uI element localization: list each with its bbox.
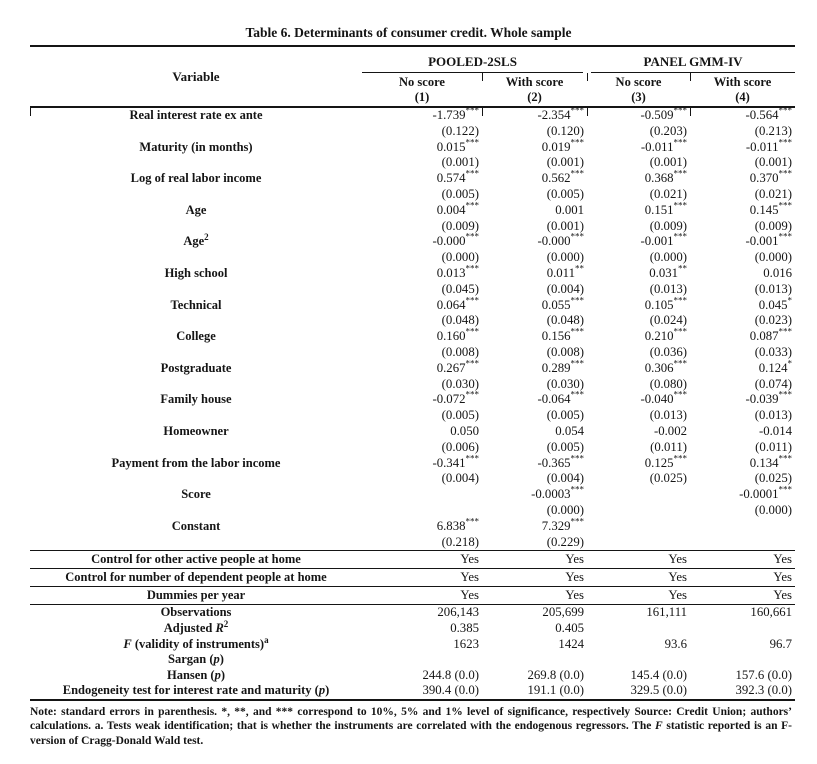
statistic-value: [690, 621, 795, 637]
coefficient-value: -0.039***: [745, 390, 793, 407]
coefficient-value: 0.013***: [436, 263, 479, 280]
coefficient-value: 0.045*: [758, 295, 793, 312]
coefficient-value: 0.306***: [644, 358, 688, 375]
statistic-value: 1424: [558, 636, 585, 651]
standard-error: (0.030): [441, 376, 479, 391]
standard-error: (0.009): [441, 218, 479, 233]
coefficient-value: -0.341***: [432, 453, 479, 470]
coefficient-row: [30, 456, 795, 472]
statistic-value: 205,699: [482, 605, 587, 621]
coefficient-row: [30, 266, 795, 282]
statistic-row-label: Observations: [30, 605, 362, 621]
statistic-row: [30, 652, 795, 668]
controls-body: [30, 551, 795, 605]
standard-error: (0.005): [546, 408, 585, 423]
coefficient-value: -0.011***: [640, 137, 688, 154]
standard-error: (0.024): [649, 313, 688, 328]
column-header-with-score-2: With score (2): [482, 73, 587, 107]
standard-error: (0.203): [649, 123, 688, 138]
standard-error: (0.001): [754, 155, 793, 170]
coefficient-value: 0.151***: [644, 200, 688, 217]
coefficient-value: -0.002: [653, 423, 688, 438]
coefficient-value: 0.574***: [436, 168, 479, 186]
coefficient-value: 0.267***: [436, 358, 479, 375]
control-value: Yes: [587, 587, 690, 605]
standard-error: [587, 535, 690, 551]
coefficient-value: -0.001***: [745, 232, 793, 249]
standard-error: (0.005): [441, 186, 479, 201]
standard-error: (0.000): [546, 250, 585, 265]
coefficient-row: [30, 519, 795, 535]
group-header-row: [30, 46, 795, 73]
control-value: Yes: [690, 569, 795, 587]
coefficient-value: 0.368***: [644, 168, 688, 186]
standard-error: (0.023): [754, 313, 793, 328]
control-value: Yes: [362, 569, 482, 587]
coefficient-value: 0.160***: [436, 326, 479, 344]
coefficient-row: [30, 171, 795, 187]
statistic-row: [30, 683, 795, 700]
statistic-row: [30, 605, 795, 621]
coefficient-value: -0.564***: [690, 107, 795, 124]
standard-error: (0.013): [754, 281, 793, 296]
standard-error: (0.048): [546, 313, 585, 328]
statistic-row-label: Adjusted $R^2$: [163, 618, 229, 635]
statistic-value: 0.385: [450, 620, 479, 635]
standard-error: (0.004): [546, 281, 585, 296]
standard-error: (0.000): [754, 502, 793, 517]
coefficient-value: -0.365***: [537, 453, 585, 470]
statistic-value: 1623: [453, 636, 479, 651]
coefficient-row: [30, 234, 795, 250]
coefficient-value: 0.145***: [749, 200, 793, 217]
standard-error: (0.001): [649, 155, 688, 170]
variable-label: Age: [185, 202, 207, 217]
standard-error: (0.213): [754, 123, 793, 138]
statistic-value: [587, 652, 690, 668]
coefficient-row: [30, 361, 795, 377]
standard-error: (0.005): [546, 439, 585, 454]
variable-label: Score: [181, 487, 211, 502]
statistic-value: 244.8 (0.0): [422, 667, 479, 682]
statistic-value: 390.4 (0.0): [362, 683, 482, 700]
coefficient-value: 0.562***: [541, 168, 585, 186]
statistic-row-label: Hansen (p): [167, 667, 225, 682]
control-row-label: Control for number of dependent people at home: [30, 569, 362, 587]
variable-label: Homeowner: [163, 423, 229, 438]
coefficient-value: -0.000***: [537, 232, 585, 249]
coefficient-value: 0.015***: [436, 137, 479, 154]
standard-error: (0.025): [649, 471, 688, 486]
statistic-row-label: F (validity of instruments)$^a$: [123, 634, 269, 651]
control-row: [30, 569, 795, 587]
standard-error: (0.048): [441, 313, 479, 328]
standard-error: (0.025): [754, 471, 793, 486]
standard-error: (0.229): [546, 534, 585, 549]
standard-error: (0.004): [546, 471, 585, 486]
variable-label: High school: [164, 265, 228, 280]
coefficient-value: -0.040***: [640, 390, 688, 407]
coefficient-value: 0.124*: [758, 358, 793, 375]
coefficient-value: 0.289***: [541, 358, 585, 375]
coefficient-value: -0.001***: [640, 232, 688, 249]
coefficient-row: [30, 392, 795, 408]
coefficient-row: [30, 329, 795, 345]
standard-error: (0.120): [546, 123, 585, 138]
coefficient-value: 0.004***: [436, 200, 479, 217]
coefficient-value: -0.0001***: [739, 484, 793, 502]
statistic-value: 269.8 (0.0): [527, 667, 585, 682]
coefficient-row: [30, 140, 795, 156]
coefficient-value: 6.838***: [436, 516, 479, 533]
statistic-value: [362, 652, 482, 668]
results-table: [30, 45, 795, 701]
standard-error: (0.080): [649, 376, 688, 391]
column-header-variable: Variable: [30, 46, 362, 107]
statistic-value: 157.6 (0.0): [735, 667, 793, 682]
standard-error: (0.033): [754, 344, 793, 359]
standard-error: (0.011): [755, 439, 793, 454]
standard-error: (0.218): [441, 534, 479, 549]
coefficient-value: [690, 519, 795, 535]
variable-label: College: [176, 329, 216, 344]
coefficients-body: [30, 107, 795, 551]
group-label: POOLED-2SLS: [362, 47, 583, 73]
standard-error: (0.013): [649, 408, 688, 423]
standard-error: (0.021): [649, 186, 688, 201]
statistic-value: 0.405: [555, 620, 585, 635]
coefficient-row: [30, 424, 795, 440]
statistic-value: [482, 652, 587, 668]
coefficient-value: 0.156***: [541, 326, 585, 344]
statistic-value: 160,661: [690, 605, 795, 621]
control-row-label: Control for other active people at home: [30, 551, 362, 569]
control-value: Yes: [362, 551, 482, 569]
control-value: Yes: [690, 551, 795, 569]
standard-error: (0.001): [546, 155, 585, 170]
group-header-panel-gmm-iv: [587, 46, 795, 73]
coefficient-value: 0.370***: [749, 168, 793, 186]
statistic-row: [30, 621, 795, 637]
column-header-no-score-3: No score (3): [587, 73, 690, 107]
variable-label: Age$^2$: [183, 232, 209, 249]
standard-error: (0.005): [441, 408, 479, 423]
coefficient-value: -2.354***: [482, 107, 587, 124]
coefficient-row: [30, 203, 795, 219]
standard-error: (0.000): [649, 250, 688, 265]
coefficient-value: -0.014: [758, 423, 793, 438]
standard-error: [362, 503, 482, 519]
control-value: Yes: [690, 587, 795, 605]
group-header-pooled-2sls: [362, 46, 587, 73]
variable-label: Family house: [160, 392, 232, 407]
variable-label: Maturity (in months): [139, 139, 253, 154]
coefficient-value: -0.072***: [432, 390, 479, 407]
coefficient-value: 0.210***: [644, 326, 688, 344]
variable-label: Technical: [170, 297, 222, 312]
standard-error: (0.009): [649, 218, 688, 233]
standard-error: (0.030): [546, 376, 585, 391]
standard-error: (0.001): [441, 155, 479, 170]
standard-error: (0.013): [649, 281, 688, 296]
standard-error: [587, 503, 690, 519]
standard-error: (0.013): [754, 408, 793, 423]
coefficient-value: 0.055***: [541, 295, 585, 312]
standard-error: (0.008): [546, 344, 585, 359]
control-value: Yes: [482, 551, 587, 569]
standard-error: (0.006): [441, 439, 479, 454]
statistic-value: 191.1 (0.0): [482, 683, 587, 700]
statistic-value: 161,111: [587, 605, 690, 621]
column-header-with-score-4: With score (4): [690, 73, 795, 107]
statistic-row-label: Endogeneity test for interest rate and maturity (p): [30, 683, 362, 700]
control-value: Yes: [482, 569, 587, 587]
standard-error: (0.045): [441, 281, 479, 296]
statistic-value: [690, 652, 795, 668]
coefficient-value: 0.016: [763, 265, 793, 280]
coefficient-value: [587, 487, 690, 503]
standard-error: (0.074): [754, 376, 793, 391]
statistic-row: [30, 668, 795, 684]
standard-error: (0.036): [649, 344, 688, 359]
variable-label: Payment from the labor income: [111, 455, 281, 470]
standard-error: (0.021): [754, 186, 793, 201]
column-header-no-score-1: No score (1): [362, 73, 482, 107]
coefficient-value: 0.050: [450, 423, 479, 438]
group-label: PANEL GMM-IV: [591, 47, 795, 73]
variable-label: Postgraduate: [160, 360, 232, 375]
control-value: Yes: [587, 551, 690, 569]
variable-label: Constant: [171, 518, 221, 533]
statistic-value: [587, 621, 690, 637]
standard-error: (0.001): [546, 218, 585, 233]
coefficient-value: -0.011***: [745, 137, 793, 154]
statistic-value: 329.5 (0.0): [587, 683, 690, 700]
coefficient-value: -0.064***: [537, 390, 585, 407]
standard-error: (0.004): [441, 471, 479, 486]
coefficient-value: -0.509***: [587, 107, 690, 124]
coefficient-value: 0.064***: [436, 295, 479, 312]
standard-error: (0.011): [650, 439, 688, 454]
coefficient-value: 0.054: [555, 423, 585, 438]
statistic-row-label: Sargan (p): [168, 652, 224, 667]
table-title: Table 6. Determinants of consumer credit. Whole sample: [245, 25, 572, 40]
coefficient-value: 0.011**: [546, 263, 585, 280]
coefficient-value: -0.0003***: [531, 484, 585, 502]
control-value: Yes: [482, 587, 587, 605]
standard-error: [690, 535, 795, 551]
coefficient-value: [587, 519, 690, 535]
standard-error: (0.005): [546, 186, 585, 201]
statistics-body: [30, 605, 795, 700]
variable-label: Real interest rate ex ante: [30, 107, 362, 140]
standard-error: (0.000): [441, 250, 479, 265]
control-value: Yes: [587, 569, 690, 587]
coefficient-value: 0.031**: [649, 263, 688, 280]
table-note: Note: standard errors in parenthesis. *, **, and *** correspond to 10%, 5% and 1% level of significance, respectively Source: Credit Union; authors’ calculations. a. Tests weak identification; that is whether the instruments are correlated with the endogenous regressors. The F statistic reported is an F-version of Cragg-Donald Wald test.: [30, 705, 792, 748]
statistic-value: 392.3 (0.0): [690, 683, 795, 700]
standard-error: (0.000): [546, 502, 585, 517]
statistic-value: 96.7: [769, 636, 793, 651]
coefficient-value: 0.134***: [749, 453, 793, 470]
coefficient-value: 7.329***: [541, 516, 585, 533]
control-row: [30, 551, 795, 569]
control-row-label: Dummies per year: [30, 587, 362, 605]
variable-label: Log of real labor income: [130, 171, 262, 186]
coefficient-row: [30, 487, 795, 503]
coefficient-value: 0.087***: [749, 326, 793, 344]
statistic-value: 206,143: [362, 605, 482, 621]
coefficient-row: [30, 107, 795, 124]
coefficient-value: 0.019***: [541, 137, 585, 154]
standard-error: (0.122): [441, 123, 479, 138]
statistic-row: [30, 637, 795, 653]
coefficient-value: 0.125***: [644, 453, 688, 470]
statistic-value: 93.6: [664, 636, 688, 651]
coefficient-value: -1.739***: [432, 105, 479, 122]
coefficient-value: [362, 487, 482, 503]
standard-error: (0.000): [754, 250, 793, 265]
control-row: [30, 587, 795, 605]
statistic-value: 145.4 (0.0): [630, 667, 688, 682]
standard-error: (0.009): [754, 218, 793, 233]
control-value: Yes: [362, 587, 482, 605]
coefficient-value: 0.105***: [644, 295, 688, 312]
standard-error: (0.008): [441, 344, 479, 359]
coefficient-row: [30, 298, 795, 314]
coefficient-value: -0.000***: [432, 232, 479, 249]
coefficient-value: 0.001: [555, 202, 585, 217]
